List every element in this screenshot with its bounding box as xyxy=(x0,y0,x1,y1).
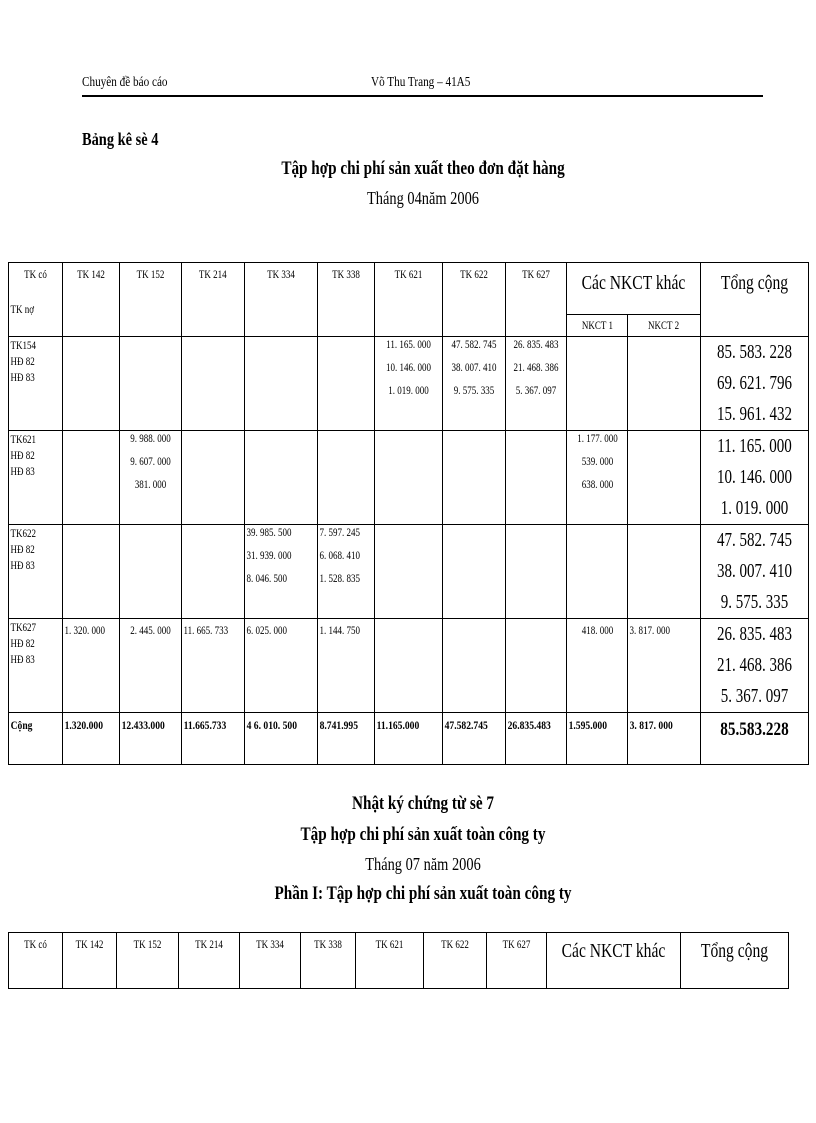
cell-value: 9. 988. 000 xyxy=(130,431,171,445)
row-label: TK622 xyxy=(10,526,36,540)
totals-label: Cộng xyxy=(10,718,33,732)
row-total-cell xyxy=(700,337,808,431)
value-cell xyxy=(244,525,317,619)
journal-title: Nhật ký chứng từ sè 7 xyxy=(352,793,494,814)
value-cell xyxy=(442,619,505,713)
value-cell xyxy=(566,431,628,525)
header-account: TK 621 xyxy=(375,937,404,951)
cell-value: 3. 817. 000 xyxy=(629,623,671,637)
value-cell xyxy=(317,525,374,619)
row-total: 47. 582. 745 xyxy=(716,529,792,551)
row-total: 9. 575. 335 xyxy=(720,591,788,613)
value-cell xyxy=(442,525,505,619)
cell-value: 10. 146. 000 xyxy=(385,360,431,374)
value-cell xyxy=(120,525,182,619)
header-tk-no: TK nợ xyxy=(10,302,35,316)
row-label: HĐ 82 xyxy=(10,636,35,650)
value-cell xyxy=(442,431,505,525)
header-account: TK 627 xyxy=(521,267,550,281)
row-label: HĐ 83 xyxy=(10,652,35,666)
total-cell: 4 6. 010. 500 xyxy=(246,718,297,732)
value-cell xyxy=(374,431,442,525)
row-label: TK621 xyxy=(10,432,36,446)
value-cell xyxy=(244,431,317,525)
cell-value: 638. 000 xyxy=(581,477,613,491)
header-tk-co-no xyxy=(9,263,63,337)
cell-value: 5. 367. 097 xyxy=(515,383,556,397)
row-total: 5. 367. 097 xyxy=(720,685,788,707)
value-cell xyxy=(182,525,245,619)
totals-row xyxy=(9,713,809,765)
row-label: HĐ 83 xyxy=(10,558,35,572)
header-account: TK 214 xyxy=(195,937,223,951)
header-tk-co: TK có xyxy=(24,267,47,281)
value-cell xyxy=(566,619,628,713)
total-cell: 11.165.000 xyxy=(376,718,419,732)
table-body xyxy=(9,337,809,713)
journal-period: Tháng 07 năm 2006 xyxy=(365,854,481,874)
value-cell xyxy=(505,525,566,619)
header-account: TK 621 xyxy=(394,267,422,281)
statement-title: Tập hợp chi phí sản xuất theo đơn đặt hàng xyxy=(281,158,565,179)
value-cell xyxy=(374,337,442,431)
value-cell xyxy=(628,337,700,431)
row-total: 21. 468. 386 xyxy=(716,654,792,676)
row-total: 1. 019. 000 xyxy=(720,497,788,519)
row-label: TK627 xyxy=(10,620,36,634)
value-cell xyxy=(505,337,566,431)
value-cell xyxy=(63,431,120,525)
header-account: TK 334 xyxy=(266,267,295,281)
report-topic: Chuyên đề báo cáo xyxy=(82,75,168,90)
journal-table xyxy=(8,932,789,989)
cell-value: 1. 177. 000 xyxy=(576,431,618,445)
statement-label: Bảng kê sè 4 xyxy=(82,129,159,149)
cell-value: 11. 665. 733 xyxy=(183,623,229,637)
value-cell xyxy=(374,619,442,713)
table-row xyxy=(9,525,809,619)
value-cell xyxy=(628,525,700,619)
total-cell: 8.741.995 xyxy=(319,718,358,732)
cell-value: 38. 007. 410 xyxy=(451,360,497,374)
cell-value: 11. 165. 000 xyxy=(385,337,431,351)
row-label-cell xyxy=(9,619,63,713)
row-label: HĐ 83 xyxy=(10,464,35,478)
value-cell xyxy=(628,619,700,713)
row-label: HĐ 82 xyxy=(10,542,35,556)
value-cell xyxy=(317,337,374,431)
cell-value: 9. 575. 335 xyxy=(453,383,494,397)
header-account: TK 622 xyxy=(441,937,469,951)
header-account: TK 152 xyxy=(136,267,165,281)
header-nkct-2: NKCT 2 xyxy=(648,318,680,332)
cell-value: 6. 068. 410 xyxy=(319,548,360,562)
cell-value: 8. 046. 500 xyxy=(246,571,287,585)
row-total: 26. 835. 483 xyxy=(716,623,792,645)
value-cell xyxy=(120,431,182,525)
header-total: Tổng cộng xyxy=(700,940,769,962)
grand-total: 85.583.228 xyxy=(719,719,789,740)
journal-part-title: Phần I: Tập hợp chi phí sản xuất toàn công ty xyxy=(274,883,572,904)
total-cell: 12.433.000 xyxy=(121,718,165,732)
row-total-cell xyxy=(700,431,808,525)
header-account: TK 627 xyxy=(502,937,531,951)
value-cell xyxy=(182,619,245,713)
row-total-cell xyxy=(700,525,808,619)
statement-period: Tháng 04năm 2006 xyxy=(367,188,479,208)
cell-value: 31. 939. 000 xyxy=(246,548,292,562)
row-total: 10. 146. 000 xyxy=(716,466,792,488)
header-account: TK 214 xyxy=(198,267,227,281)
value-cell xyxy=(244,337,317,431)
header-account: TK 338 xyxy=(314,937,342,951)
header-account: TK 338 xyxy=(331,267,360,281)
header-account: TK 142 xyxy=(77,267,105,281)
header-tk-co: TK có xyxy=(24,937,47,951)
header-divider xyxy=(82,95,763,97)
value-cell xyxy=(63,525,120,619)
value-cell xyxy=(244,619,317,713)
header-account: TK 334 xyxy=(256,937,284,951)
header-account: TK 142 xyxy=(75,937,104,951)
cell-value: 21. 468. 386 xyxy=(513,360,559,374)
value-cell xyxy=(317,619,374,713)
journal-subtitle: Tập hợp chi phí sản xuất toàn công ty xyxy=(300,824,546,845)
value-cell xyxy=(505,431,566,525)
table-row xyxy=(9,431,809,525)
header-other-nkct: Các NKCT khác xyxy=(561,940,666,962)
cell-value: 1. 320. 000 xyxy=(64,623,105,637)
row-label: HĐ 82 xyxy=(10,354,35,368)
cost-table xyxy=(8,262,809,765)
value-cell xyxy=(442,337,505,431)
cell-value: 1. 019. 000 xyxy=(387,383,429,397)
value-cell xyxy=(374,525,442,619)
total-cell: 1.320.000 xyxy=(64,718,103,732)
cell-value: 1. 144. 750 xyxy=(319,623,360,637)
row-total-cell xyxy=(700,619,808,713)
value-cell xyxy=(63,619,120,713)
total-cell: 11.665.733 xyxy=(183,718,227,732)
header-nkct-1: NKCT 1 xyxy=(581,318,613,332)
row-total: 15. 961. 432 xyxy=(716,403,792,425)
row-total: 69. 621. 796 xyxy=(716,372,792,394)
cell-value: 2. 445. 000 xyxy=(130,623,171,637)
row-label: TK154 xyxy=(10,338,36,352)
value-cell xyxy=(182,431,245,525)
total-cell: 3. 817. 000 xyxy=(630,718,674,732)
value-cell xyxy=(505,619,566,713)
cell-value: 418. 000 xyxy=(581,623,613,637)
value-cell xyxy=(120,337,182,431)
value-cell xyxy=(566,337,628,431)
row-label: HĐ 82 xyxy=(10,448,35,462)
row-label-cell xyxy=(9,337,63,431)
row-total: 85. 583. 228 xyxy=(716,341,792,363)
total-cell: 26.835.483 xyxy=(507,718,551,732)
table-row xyxy=(9,337,809,431)
header-account: TK 622 xyxy=(459,267,488,281)
cell-value: 7. 597. 245 xyxy=(319,525,360,539)
cell-value: 6. 025. 000 xyxy=(246,623,287,637)
value-cell xyxy=(566,525,628,619)
row-label: HĐ 83 xyxy=(10,370,35,384)
header-account: TK 152 xyxy=(133,937,162,951)
cell-value: 47. 582. 745 xyxy=(451,337,497,351)
cell-value: 381. 000 xyxy=(134,477,167,491)
value-cell xyxy=(317,431,374,525)
value-cell xyxy=(628,431,700,525)
value-cell xyxy=(182,337,245,431)
total-cell: 47.582.745 xyxy=(444,718,488,732)
row-label-cell xyxy=(9,525,63,619)
value-cell xyxy=(120,619,182,713)
row-label-cell xyxy=(9,431,63,525)
row-total: 38. 007. 410 xyxy=(716,560,792,582)
row-total: 11. 165. 000 xyxy=(716,435,792,457)
cell-value: 539. 000 xyxy=(581,454,613,468)
table-row xyxy=(9,619,809,713)
cell-value: 1. 528. 835 xyxy=(319,571,360,585)
cell-value: 9. 607. 000 xyxy=(130,454,171,468)
header-total: Tổng cộng xyxy=(720,272,788,294)
cell-value: 26. 835. 483 xyxy=(513,337,559,351)
author-name: Võ Thu Trang – 41A5 xyxy=(371,75,471,90)
total-cell: 1.595.000 xyxy=(568,718,607,732)
value-cell xyxy=(63,337,120,431)
cell-value: 39. 985. 500 xyxy=(246,525,292,539)
header-other-nkct: Các NKCT khác xyxy=(581,272,685,294)
